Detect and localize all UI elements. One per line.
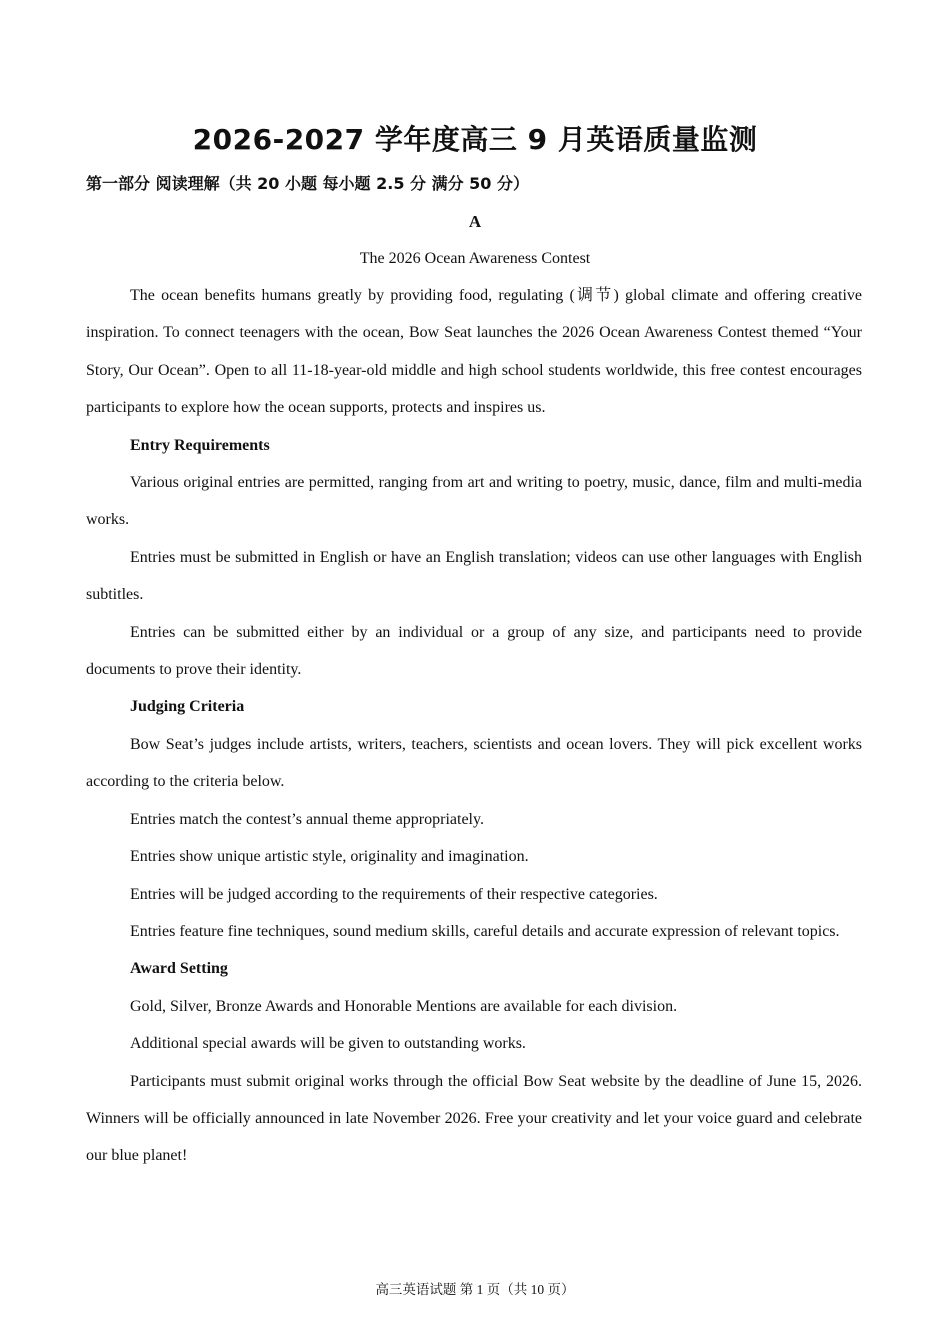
section-heading: 第一部分 阅读理解（共 20 小题 每小题 2.5 分 满分 50 分） (86, 174, 530, 193)
closing-paragraph: Participants must submit original works through the official Bow Seat website by the deadline of June 15, 2026. Winners will be officially announced in late November 2026. Free your creativity and let your voice guard and celebrate our blue planet! (86, 1072, 862, 1165)
subheading-award-setting: Award Setting (130, 960, 228, 978)
intro-paragraph: The ocean benefits humans greatly by providing food, regulating (调节) global climate and offering creative inspiration. To connect teenagers with the ocean, Bow Seat launches the 2026 Ocean Awareness Contest themed “Your Story, Our Ocean”. Open to all 11-18-year-old middle and high school students worldwide, this free contest encourages participants to explore how the ocean supports, protects and inspires us. (86, 287, 862, 417)
paragraph: Additional special awards will be given to outstanding works. (130, 1035, 526, 1053)
page-footer: 高三英语试题 第 1 页（共 10 页） (375, 1282, 575, 1297)
paragraph: Entries feature fine techniques, sound medium skills, careful details and accurate expression of relevant topics. (130, 922, 840, 940)
paragraph: Entries match the contest’s annual theme appropriately. (130, 810, 484, 828)
passage-body (86, 277, 862, 1175)
paragraph: Bow Seat’s judges include artists, writers, teachers, scientists and ocean lovers. They will pick excellent works according to the criteria below. (86, 735, 862, 791)
subheading-entry-requirements: Entry Requirements (130, 436, 270, 454)
exam-title: 2026-2027 学年度高三 9 月英语质量监测 (192, 123, 758, 156)
paragraph: Entries must be submitted in English or have an English translation; videos can use other languages with English subtitles. (86, 548, 862, 604)
passage-title: The 2026 Ocean Awareness Contest (359, 250, 591, 267)
paragraph: Gold, Silver, Bronze Awards and Honorable Mentions are available for each division. (130, 997, 678, 1015)
paragraph: Various original entries are permitted, ranging from art and writing to poetry, music, dance, film and multi-media works. (86, 474, 862, 529)
paragraph: Entries will be judged according to the requirements of their respective categories. (130, 885, 658, 903)
paragraph: Entries show unique artistic style, originality and imagination. (130, 848, 529, 866)
subheading-judging-criteria: Judging Criteria (130, 698, 245, 716)
passage-letter: A (468, 212, 482, 231)
paragraph: Entries can be submitted either by an individual or a group of any size, and participants need to provide documents to prove their identity. (86, 623, 862, 679)
